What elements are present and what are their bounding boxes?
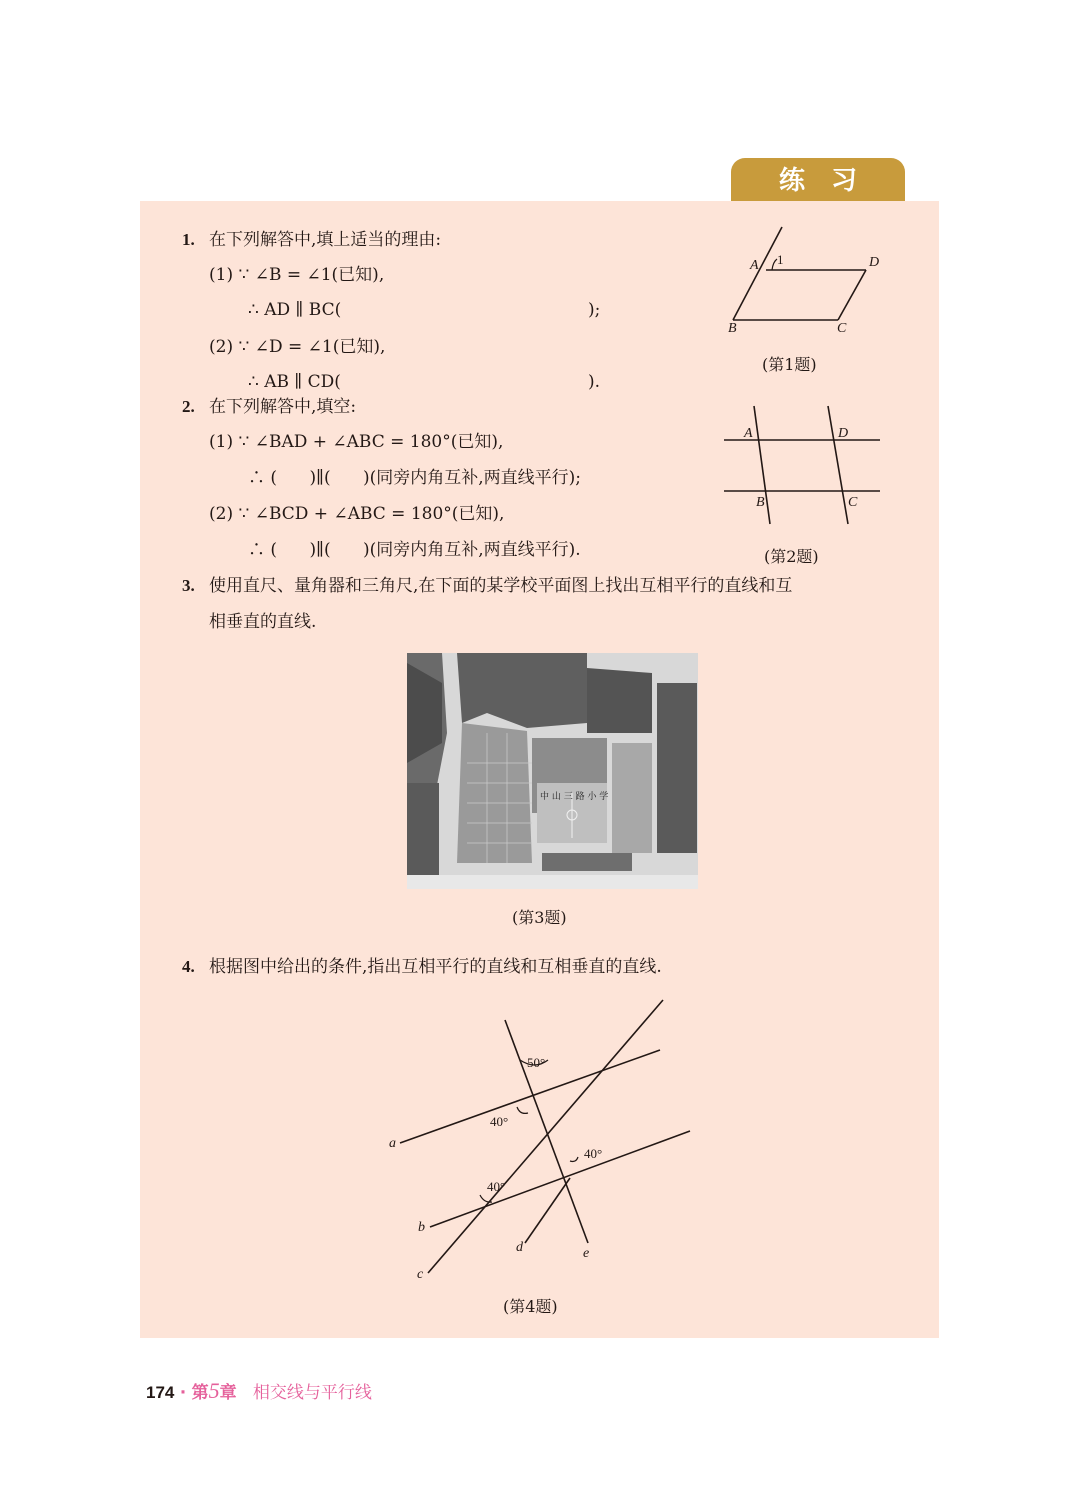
q1-label-B: B	[728, 321, 737, 336]
q4-angle-40-bottom: 40°	[487, 1179, 506, 1194]
chapter-prefix: 第	[191, 1383, 209, 1403]
q1-label-1: 1	[777, 252, 784, 267]
q2-label-C: C	[848, 495, 858, 510]
q1-line1: (1) ∵ ∠B = ∠1(已知),	[209, 265, 385, 285]
q4-figure	[380, 995, 700, 1285]
q2-label-A: A	[744, 426, 753, 441]
q4-number: 4.	[182, 957, 195, 976]
page-footer	[146, 1378, 372, 1404]
q1-label-A: A	[750, 258, 759, 273]
section-tab: 练习	[731, 158, 905, 201]
q2-stem: 在下列解答中,填空:	[209, 397, 357, 417]
q4-label-c: c	[417, 1267, 424, 1282]
q2-line4: ∴ ( )∥( )(同旁内角互补,两直线平行).	[248, 540, 581, 560]
q2-number: 2.	[182, 397, 195, 416]
footer-separator: ·	[179, 1383, 187, 1403]
q2-caption: (第2题)	[764, 547, 819, 566]
q2-figure	[720, 400, 885, 530]
q4-label-b: b	[418, 1220, 425, 1235]
q1-figure	[720, 225, 890, 345]
q1-line2: ∴ AD ∥ BC(	[248, 300, 342, 320]
chapter-number: 5	[208, 1378, 220, 1403]
q1-line4-end: ).	[588, 372, 601, 392]
q4-label-a: a	[389, 1136, 396, 1151]
q4-label-d: d	[516, 1240, 523, 1255]
q3-number: 3.	[182, 576, 195, 595]
q1-number: 1.	[182, 230, 195, 249]
page-number: 174	[146, 1383, 175, 1402]
q4-stem: 根据图中给出的条件,指出互相平行的直线和互相垂直的直线.	[209, 957, 662, 977]
q2-label-B: B	[756, 495, 765, 510]
q4-angle-50: 50°	[527, 1055, 546, 1070]
q2-label-D: D	[838, 426, 849, 441]
q1-caption: (第1题)	[762, 355, 817, 374]
q1-line4: ∴ AB ∥ CD(	[248, 372, 341, 392]
q3-stem-line2: 相垂直的直线.	[209, 612, 317, 632]
q2-line2: ∴ ( )∥( )(同旁内角互补,两直线平行);	[248, 468, 582, 488]
chapter-suffix: 章	[219, 1383, 237, 1403]
q1-label-D: D	[869, 255, 880, 270]
q2-line3: (2) ∵ ∠BCD + ∠ABC = 180°(已知),	[209, 504, 505, 524]
q4-angle-40-right: 40°	[584, 1146, 603, 1161]
q1-label-C: C	[837, 321, 847, 336]
q1-line3: (2) ∵ ∠D = ∠1(已知),	[209, 337, 386, 357]
school-floor-plan-photo	[407, 653, 698, 889]
q4-label-e: e	[583, 1246, 590, 1261]
q3-caption: (第3题)	[512, 908, 567, 927]
q1-stem: 在下列解答中,填上适当的理由:	[209, 230, 442, 250]
q4-angle-40-top: 40°	[490, 1114, 509, 1129]
chapter-title: 相交线与平行线	[252, 1383, 372, 1403]
q2-line1: (1) ∵ ∠BAD + ∠ABC = 180°(已知),	[209, 432, 504, 452]
q4-caption: (第4题)	[503, 1297, 558, 1316]
school-name-label: 中 山 三 路 小 学	[540, 792, 609, 802]
q3-stem-line1: 使用直尺、量角器和三角尺,在下面的某学校平面图上找出互相平行的直线和互	[209, 576, 793, 596]
q1-line2-end: );	[588, 300, 601, 320]
